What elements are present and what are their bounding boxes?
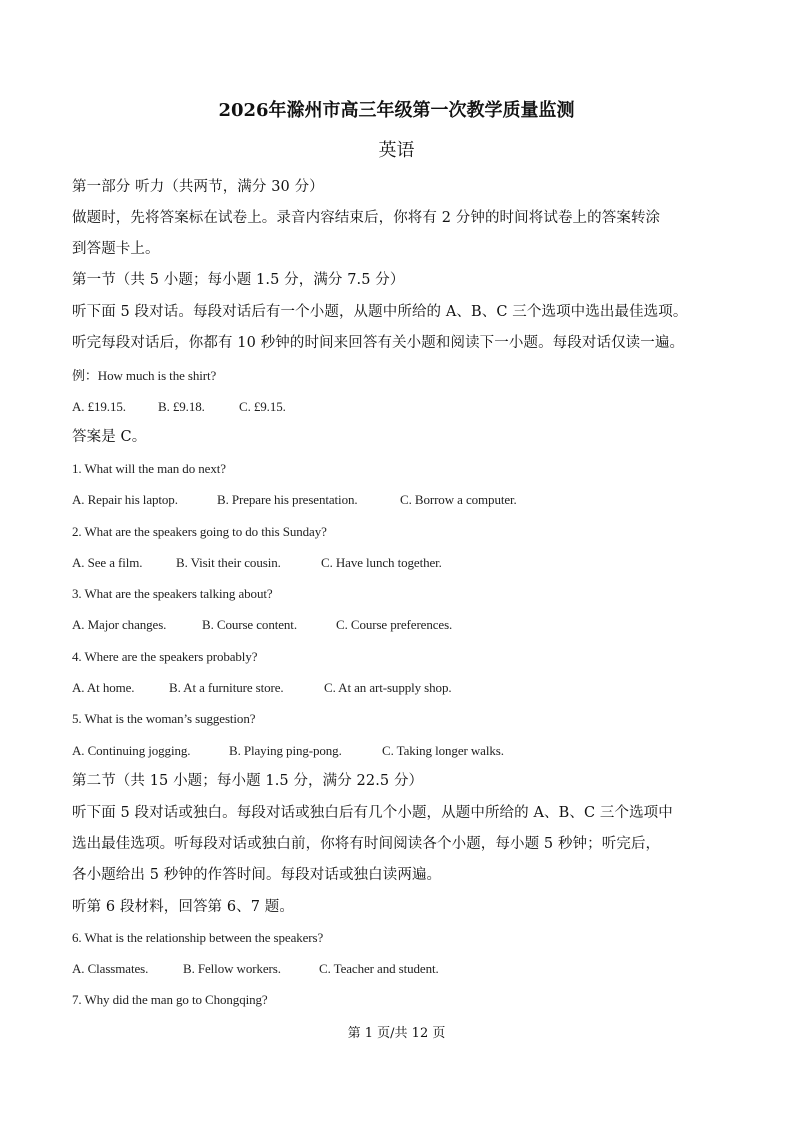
section2-instr-line3: 各小题给出 5 秒钟的作答时间。每段对话或独白读两遍。 <box>72 867 442 883</box>
question-3: 3. What are the speakers talking about? <box>72 586 273 601</box>
q1-option-c: C. Borrow a computer. <box>400 492 517 507</box>
question-4-options <box>72 681 743 694</box>
q3-option-b: B. Course content. <box>202 617 297 632</box>
part1-intro-line2: 到答题卡上。 <box>72 241 160 257</box>
section1-instr-line1: 听下面 5 段对话。每段对话后有一个小题，从题中所给的 A、B、C 三个选项中选出最佳选项。 <box>72 304 688 320</box>
section2-instr-line2: 选出最佳选项。听每段对话或独白前，你将有时间阅读各个小题，每小题 5 秒钟；听完后， <box>72 836 661 852</box>
example-options <box>72 400 743 413</box>
question-4: 4. Where are the speakers probably? <box>72 649 258 664</box>
q2-option-b: B. Visit their cousin. <box>176 555 281 570</box>
question-5-options <box>72 744 743 757</box>
q5-option-a: A. Continuing jogging. <box>72 743 191 758</box>
page-footer: 第 1 页/共 12 页 <box>347 1026 446 1041</box>
q6-option-b: B. Fellow workers. <box>183 961 281 976</box>
material-6-heading: 听第 6 段材料，回答第 6、7 题。 <box>72 899 295 915</box>
example-answer: 答案是 C。 <box>72 429 147 445</box>
section1-instr-line2: 听完每段对话后，你都有 10 秒钟的时间来回答有关小题和阅读下一小题。每段对话仅读一遍。 <box>72 335 685 351</box>
part1-heading: 第一部分 听力（共两节，满分 30 分） <box>72 179 324 195</box>
example-option-c: C. £9.15. <box>239 399 286 414</box>
q3-option-a: A. Major changes. <box>72 617 167 632</box>
q1-option-a: A. Repair his laptop. <box>72 492 178 507</box>
question-1: 1. What will the man do next? <box>72 461 226 476</box>
subject-title: 英语 <box>378 140 415 161</box>
q4-option-b: B. At a furniture store. <box>169 680 284 695</box>
question-2-options <box>72 556 743 569</box>
q3-option-c: C. Course preferences. <box>336 617 453 632</box>
example-question: 例：How much is the shirt? <box>72 368 217 383</box>
example-option-a: A. £19.15. <box>72 399 126 414</box>
section1-heading: 第一节（共 5 小题；每小题 1.5 分，满分 7.5 分） <box>72 272 405 288</box>
question-5: 5. What is the woman’s suggestion? <box>72 711 256 726</box>
question-6: 6. What is the relationship between the speakers? <box>72 930 324 945</box>
question-2: 2. What are the speakers going to do this Sunday? <box>72 524 327 539</box>
question-1-options <box>72 493 743 506</box>
q6-option-a: A. Classmates. <box>72 961 149 976</box>
q6-option-c: C. Teacher and student. <box>319 961 439 976</box>
q1-option-b: B. Prepare his presentation. <box>217 492 358 507</box>
q4-option-c: C. At an art-supply shop. <box>324 680 452 695</box>
section2-instr-line1: 听下面 5 段对话或独白。每段对话或独白后有几个小题，从题中所给的 A、B、C 三个选项中 <box>72 805 673 821</box>
question-6-options <box>72 962 743 975</box>
exam-title: 2026年滁州市高三年级第一次教学质量监测 <box>218 100 575 121</box>
part1-intro-line1: 做题时，先将答案标在试卷上。录音内容结束后，你将有 2 分钟的时间将试卷上的答案转涂 <box>72 210 661 226</box>
section2-heading: 第二节（共 15 小题；每小题 1.5 分，满分 22.5 分） <box>72 773 424 789</box>
q5-option-b: B. Playing ping-pong. <box>229 743 342 758</box>
example-option-b: B. £9.18. <box>158 399 205 414</box>
question-3-options <box>72 618 743 631</box>
q5-option-c: C. Taking longer walks. <box>382 743 504 758</box>
q2-option-a: A. See a film. <box>72 555 143 570</box>
q4-option-a: A. At home. <box>72 680 135 695</box>
question-7: 7. Why did the man go to Chongqing? <box>72 992 268 1007</box>
q2-option-c: C. Have lunch together. <box>321 555 442 570</box>
